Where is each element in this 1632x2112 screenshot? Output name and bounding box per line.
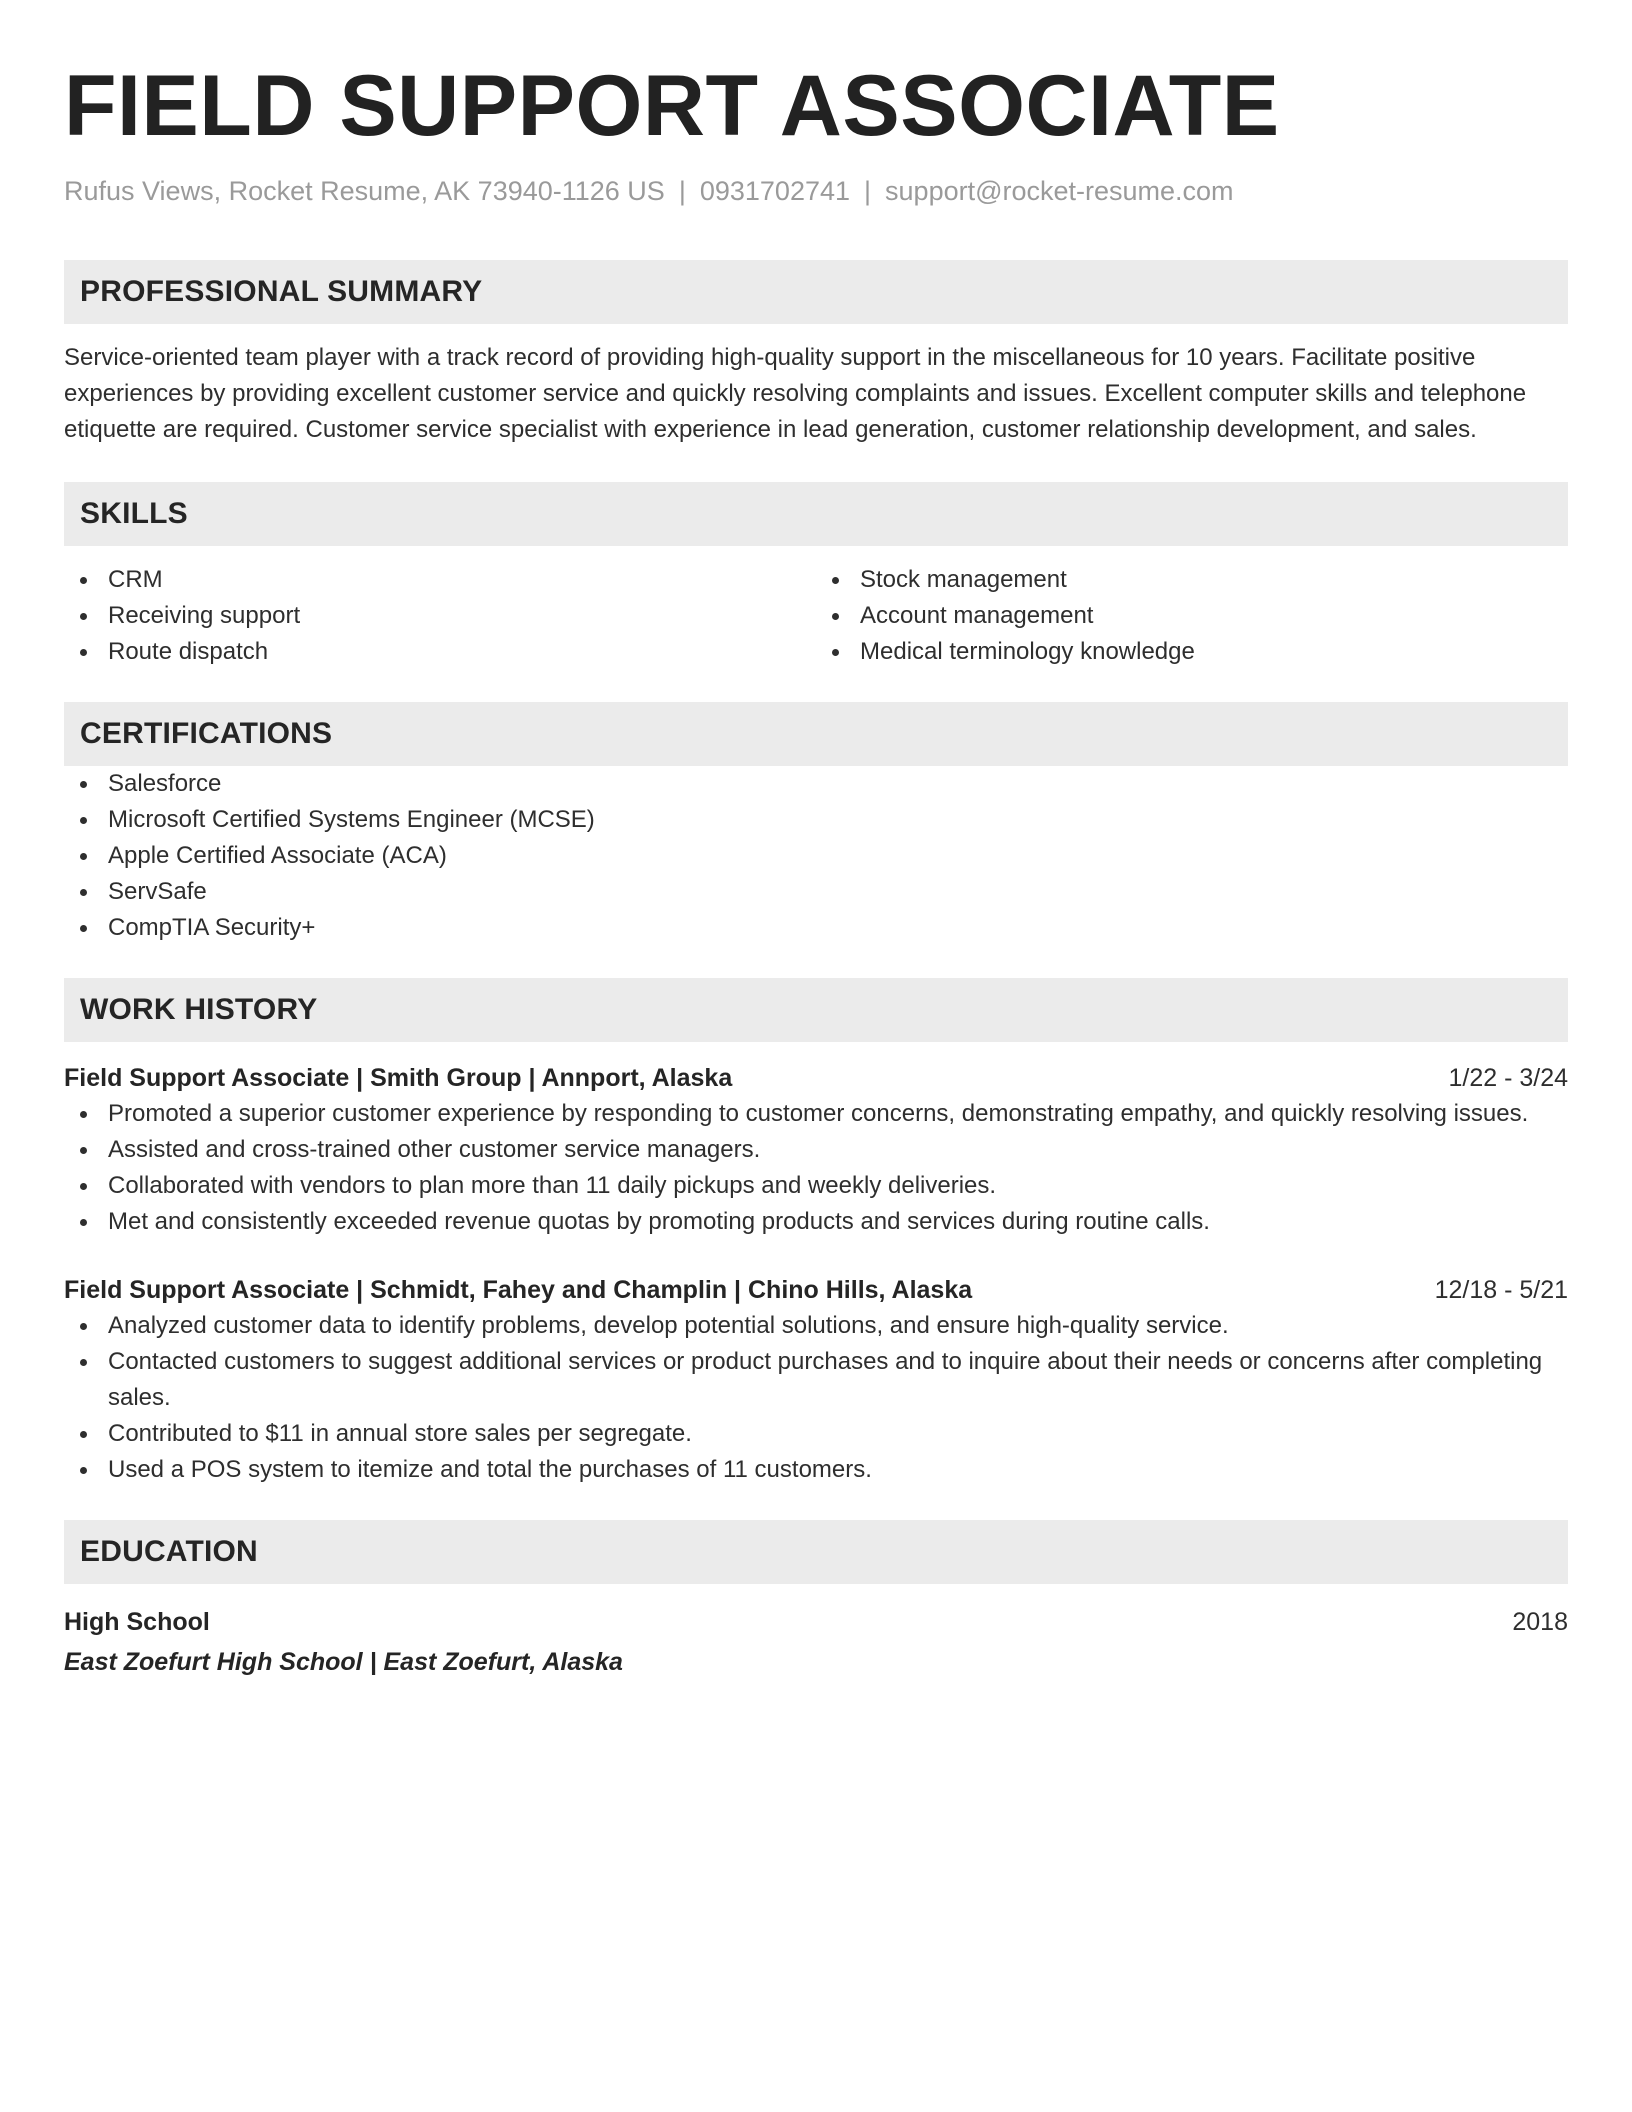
bullet-icon: [80, 1359, 87, 1366]
section-header-skills: SKILLS: [64, 482, 1568, 546]
list-item: [64, 598, 816, 634]
bullet-icon: [80, 577, 87, 584]
education-header: [64, 1604, 1568, 1640]
contact-address: Rufus Views, Rocket Resume, AK 73940-1126 US: [64, 176, 665, 206]
bullet-icon: [832, 577, 839, 584]
bullet-icon: [80, 925, 87, 932]
education-school: East Zoefurt High School | East Zoefurt, Alaska: [64, 1648, 623, 1676]
job-bullet-text: Contacted customers to suggest additional services or product purchases and to inquire about their needs or concerns after completing sales.: [108, 1348, 1543, 1411]
list-item: [64, 634, 816, 670]
bullet-icon: [80, 1467, 87, 1474]
bullet-icon: [832, 649, 839, 656]
certification-label: Salesforce: [108, 770, 222, 797]
skills-list-left: [64, 562, 816, 670]
bullet-icon: [80, 889, 87, 896]
job-entry: [64, 1272, 1568, 1488]
skill-label: CRM: [108, 566, 163, 593]
job-dates: 12/18 - 5/21: [1434, 1276, 1568, 1304]
skills-list-right: [816, 562, 1568, 670]
list-item: [64, 838, 1568, 874]
certification-label: ServSafe: [108, 878, 207, 905]
list-item: [64, 802, 1568, 838]
skill-label: Stock management: [860, 566, 1067, 593]
job-bullet-text: Promoted a superior customer experience by responding to customer concerns, demonstrating empathy, and quickly resolving issues.: [108, 1100, 1529, 1127]
skills-column-right: [816, 562, 1568, 670]
job-bullet-text: Assisted and cross-trained other customer service managers.: [108, 1136, 761, 1163]
bullet-icon: [832, 613, 839, 620]
certifications-list: [64, 766, 1568, 946]
list-item: [64, 562, 816, 598]
list-item: [64, 766, 1568, 802]
bullet-icon: [80, 1183, 87, 1190]
job-dates: 1/22 - 3/24: [1448, 1064, 1568, 1092]
list-item: [64, 1132, 1568, 1168]
job-header: [64, 1060, 1568, 1096]
resume-name: FIELD SUPPORT ASSOCIATE: [64, 58, 1280, 154]
list-item: [64, 1344, 1568, 1416]
section-header-certifications: CERTIFICATIONS: [64, 702, 1568, 766]
job-bullets: [64, 1308, 1568, 1488]
bullet-icon: [80, 1147, 87, 1154]
skills-grid: [64, 562, 1568, 670]
job-header: [64, 1272, 1568, 1308]
bullet-icon: [80, 1431, 87, 1438]
list-item: [64, 1308, 1568, 1344]
certification-label: Apple Certified Associate (ACA): [108, 842, 447, 869]
contact-phone: 0931702741: [699, 176, 851, 206]
job-bullet-text: Contributed to $11 in annual store sales per segregate.: [108, 1420, 692, 1447]
section-header-education: EDUCATION: [64, 1520, 1568, 1584]
bullet-icon: [80, 1219, 87, 1226]
contact-separator: |: [678, 176, 686, 206]
list-item: [816, 562, 1568, 598]
job-bullet-text: Analyzed customer data to identify problems, develop potential solutions, and ensure high-quality service.: [108, 1312, 1229, 1339]
job-title: Field Support Associate | Schmidt, Fahey and Champlin | Chino Hills, Alaska: [64, 1276, 973, 1304]
job-title: Field Support Associate | Smith Group | Annport, Alaska: [64, 1064, 733, 1092]
bullet-icon: [80, 649, 87, 656]
list-item: [64, 1416, 1568, 1452]
contact-line: [64, 174, 1568, 208]
job-entry: [64, 1060, 1568, 1240]
skills-column-left: [64, 562, 816, 670]
job-bullet-text: Used a POS system to itemize and total the purchases of 11 customers.: [108, 1456, 872, 1483]
job-bullets: [64, 1096, 1568, 1240]
bullet-icon: [80, 781, 87, 788]
skill-label: Account management: [860, 602, 1094, 629]
skill-label: Route dispatch: [108, 638, 269, 665]
education-entry: [64, 1604, 1568, 1680]
list-item: [64, 910, 1568, 946]
job-bullet-text: Collaborated with vendors to plan more than 11 daily pickups and weekly deliveries.: [108, 1172, 997, 1199]
certification-label: CompTIA Security+: [108, 914, 316, 941]
skill-label: Medical terminology knowledge: [860, 638, 1195, 665]
list-item: [64, 1204, 1568, 1240]
list-item: [64, 1168, 1568, 1204]
summary-text: Service-oriented team player with a track record of providing high-quality support in the miscellaneous for 10 years. Facilitate positive experiences by providing excellent customer service and quickly resolving complaints and issues. Excellent computer skills and telephone etiquette are required. Customer service specialist with experience in lead generation, customer relationship development, and sales.: [64, 344, 1527, 443]
contact-email: support@rocket-resume.com: [885, 176, 1234, 206]
education-year: 2018: [1512, 1608, 1568, 1636]
list-item: [64, 1452, 1568, 1488]
list-item: [816, 598, 1568, 634]
bullet-icon: [80, 817, 87, 824]
list-item: [816, 634, 1568, 670]
section-header-work-history: WORK HISTORY: [64, 978, 1568, 1042]
bullet-icon: [80, 1323, 87, 1330]
education-degree: High School: [64, 1608, 210, 1636]
bullet-icon: [80, 853, 87, 860]
bullet-icon: [80, 613, 87, 620]
list-item: [64, 874, 1568, 910]
bullet-icon: [80, 1111, 87, 1118]
section-header-summary: PROFESSIONAL SUMMARY: [64, 260, 1568, 324]
contact-separator: |: [864, 176, 872, 206]
job-bullet-text: Met and consistently exceeded revenue quotas by promoting products and services during routine calls.: [108, 1208, 1210, 1235]
skill-label: Receiving support: [108, 602, 301, 629]
certification-label: Microsoft Certified Systems Engineer (MCSE): [108, 806, 595, 833]
list-item: [64, 1096, 1568, 1132]
